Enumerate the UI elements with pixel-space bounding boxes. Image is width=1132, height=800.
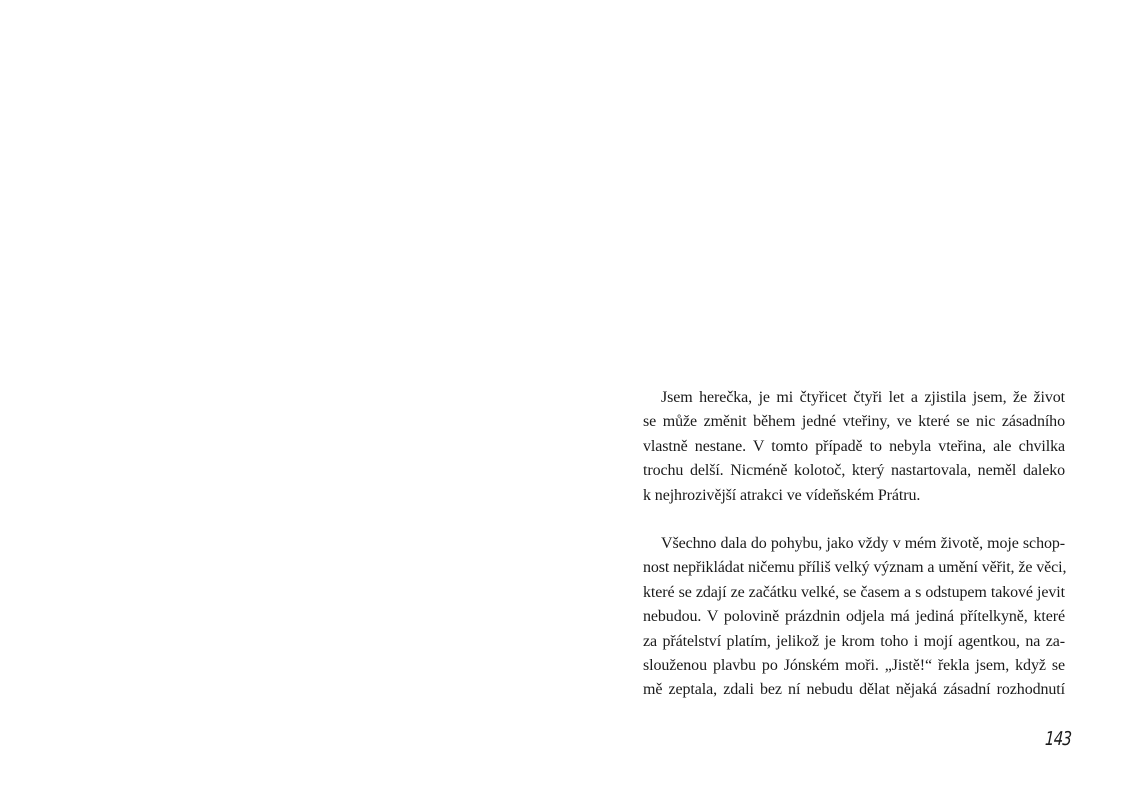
text-line: Všechno dala do pohybu, jako vždy v mém životě, moje schop- bbox=[661, 534, 1065, 552]
page-number: 143 bbox=[1044, 728, 1072, 750]
text-line: za přátelství platím, jelikož je krom toho i mojí agentkou, na za- bbox=[643, 632, 1065, 650]
right-page bbox=[566, 0, 1132, 800]
text-line: trochu delší. Nicméně kolotoč, který nastartovala, neměl daleko bbox=[643, 462, 1065, 480]
paragraph bbox=[643, 532, 1065, 703]
text-line: nost nepřikládat ničemu příliš velký význam a umění věřit, že věci, bbox=[643, 559, 1067, 577]
text-line: vlastně nestane. V tomto případě to nebyla vteřina, ale chvilka bbox=[643, 437, 1065, 455]
body-text bbox=[643, 386, 1065, 703]
text-line: Jsem herečka, je mi čtyřicet čtyři let a zjistila jsem, že život bbox=[661, 389, 1065, 406]
text-line: se může změnit během jedné vteřiny, ve které se nic zásadního bbox=[643, 413, 1065, 431]
text-line: mě zeptala, zdali bez ní nebudu dělat nějaká zásadní rozhodnutí bbox=[643, 681, 1065, 699]
text-line: které se zdají ze začátku velké, se časem a s odstupem takové jevit bbox=[643, 583, 1065, 601]
text-line: k nejhrozivější atrakci ve vídeňském Prátru. bbox=[643, 486, 921, 504]
paragraph bbox=[643, 386, 1065, 508]
text-line: slouženou plavbu po Jónském moři. „Jistě!“ řekla jsem, když se bbox=[643, 656, 1065, 674]
text-line: nebudou. V polovině prázdnin odjela má jediná přítelkyně, které bbox=[643, 608, 1065, 626]
paragraph-spacer bbox=[643, 508, 1065, 532]
